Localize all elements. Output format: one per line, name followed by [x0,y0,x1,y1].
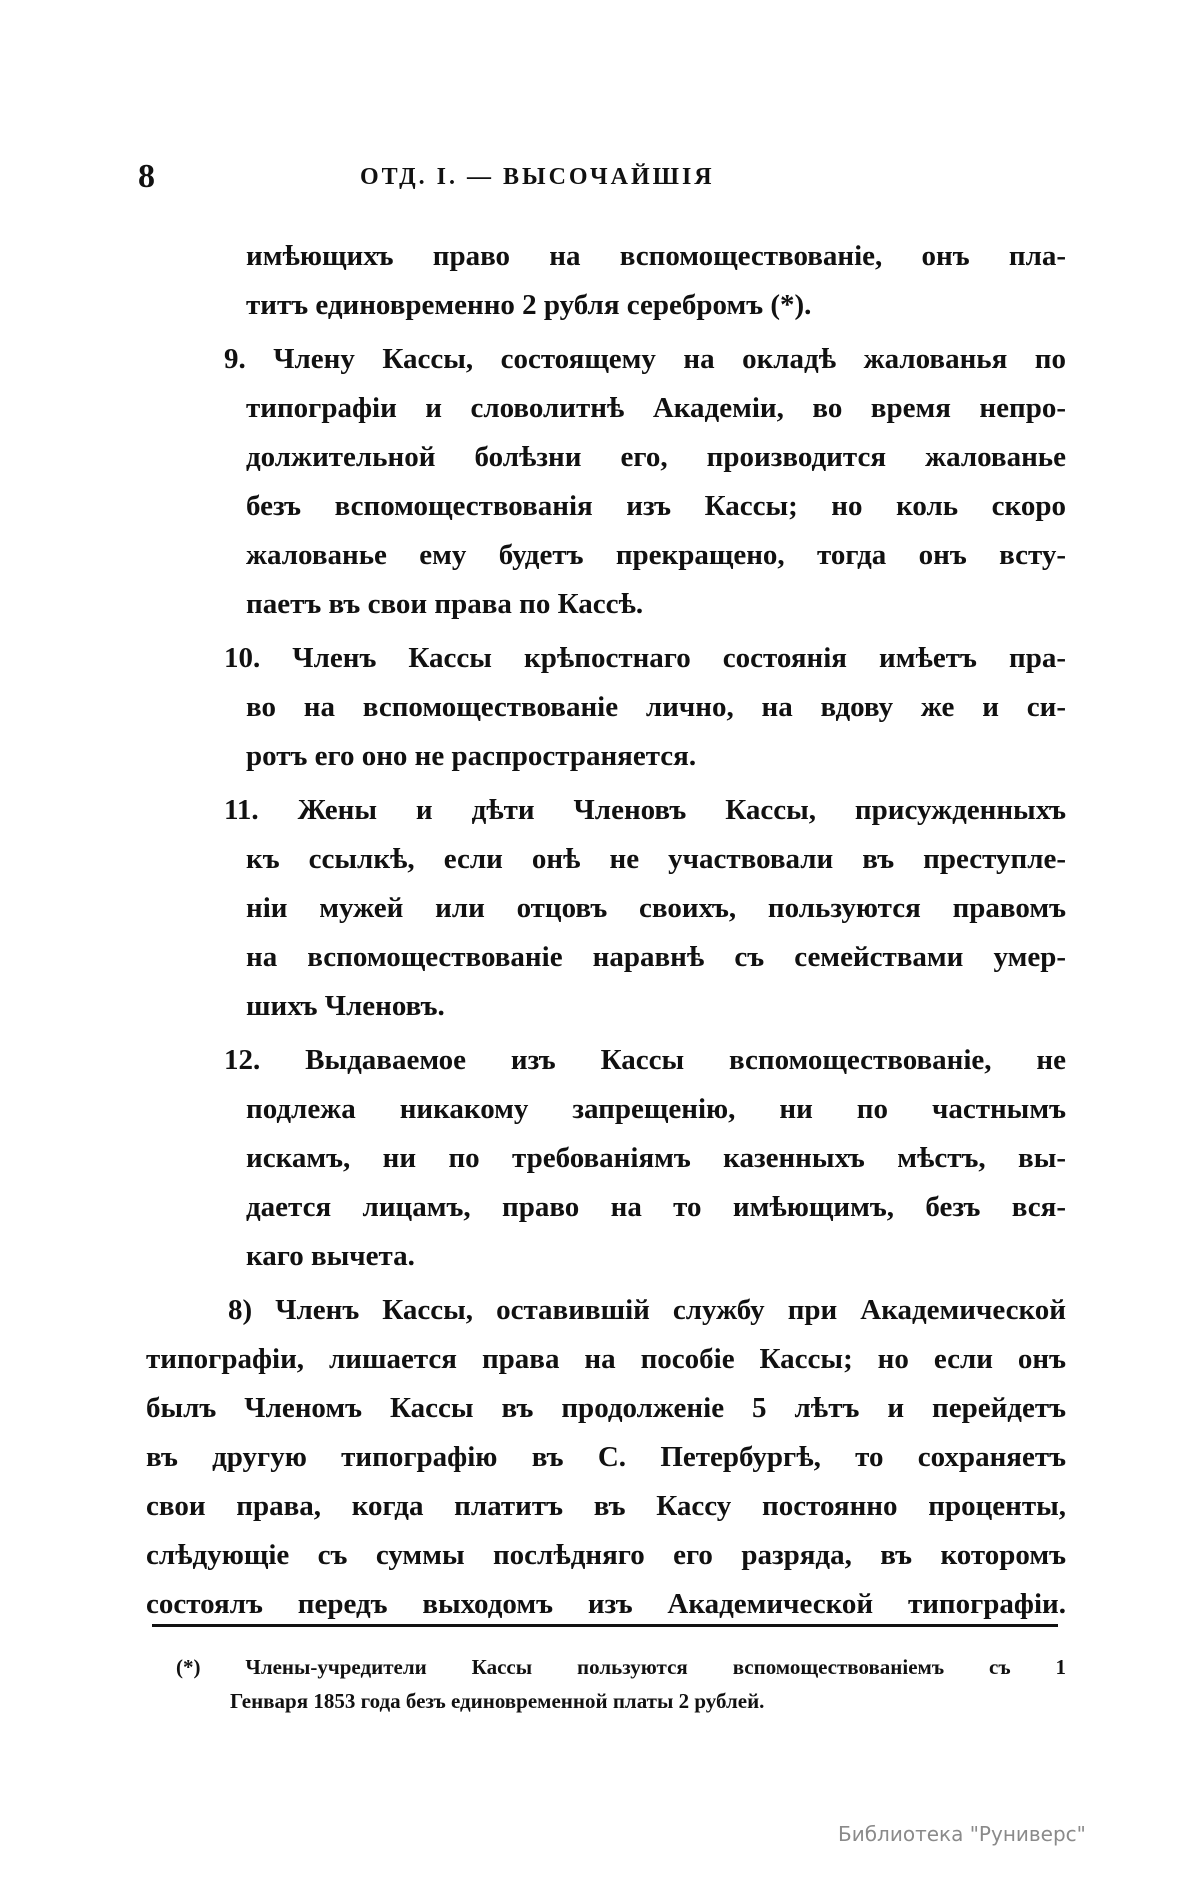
footnote-line: Генваря 1853 года безъ единовременной платы 2 рублей. [230,1689,765,1713]
text-line: титъ единовременно 2 рубля серебромъ (*). [246,289,812,321]
text-line: былъ Членомъ Кассы въ продолженіе 5 лѣтъ и перейдетъ [146,1392,1066,1424]
text-line: 9. Члену Кассы, состоящему на окладѣ жалованья по [224,343,1066,375]
article-item [146,786,1066,1031]
text-line: безъ вспомоществованія изъ Кассы; но коль скоро [246,490,1066,522]
text-line: жалованье ему будетъ прекращено, тогда онъ всту- [246,539,1066,571]
text-line: свои права, когда платитъ въ Кассу постоянно проценты, [146,1490,1066,1522]
text-line: ротъ его оно не распространяется. [246,740,697,772]
text-line: типографіи и словолитнѣ Академіи, во время непро- [246,392,1066,424]
text-line: паетъ въ свои права по Кассѣ. [246,588,644,620]
text-line: къ ссылкѣ, если онѣ не участвовали въ преступле- [246,843,1066,875]
library-watermark: Библиотека "Руниверс" [838,1822,1086,1846]
text-line: должительной болѣзни его, производится жалованье [246,441,1066,473]
note-paragraph [146,1286,1066,1629]
text-line: въ другую типографію въ С. Петербургѣ, то сохраняетъ [146,1441,1066,1473]
text-line: каго вычета. [246,1240,415,1272]
article-item [146,335,1066,629]
text-line: имѣющихъ право на вспомоществованіе, онъ пла- [246,240,1066,272]
article-item [146,634,1066,781]
text-line: искамъ, ни по требованіямъ казенныхъ мѣстъ, вы- [246,1142,1066,1174]
text-line: 10. Членъ Кассы крѣпостнаго состоянія имѣетъ пра- [224,642,1066,674]
article-item [146,1036,1066,1281]
text-line: во на вспомоществованіе лично, на вдову же и си- [246,691,1066,723]
page-number: 8 [138,158,155,195]
text-line: ніи мужей или отцовъ своихъ, пользуются правомъ [246,892,1066,924]
text-line: 12. Выдаваемое изъ Кассы вспомоществованіе, не [224,1044,1066,1076]
text-line: подлежа никакому запрещенію, ни по частнымъ [246,1093,1066,1125]
text-line: дается лицамъ, право на то имѣющимъ, безъ вся- [246,1191,1066,1223]
text-line: 8) Членъ Кассы, оставившій службу при Академической [228,1294,1066,1326]
text-line: 11. Жены и дѣти Членовъ Кассы, присужденныхъ [224,794,1066,826]
text-line: состоялъ передъ выходомъ изъ Академической типографіи. [146,1588,1066,1620]
footnote [176,1650,1066,1718]
page-body [146,232,1066,1629]
text-line: на вспомоществованіе наравнѣ съ семействами умер- [246,941,1066,973]
continuation-paragraph [146,232,1066,330]
footnote-divider [152,1624,1058,1627]
running-title: ОТД. I. — ВЫСОЧАЙШІЯ [360,164,715,190]
text-line: типографіи, лишается права на пособіе Кассы; но если онъ [146,1343,1066,1375]
text-line: шихъ Членовъ. [246,990,445,1022]
footnote-line: (*) Члены-учредители Кассы пользуются вспомоществованіемъ съ 1 [176,1655,1066,1679]
text-line: слѣдующіе съ суммы послѣдняго его разряда, въ которомъ [146,1539,1066,1571]
